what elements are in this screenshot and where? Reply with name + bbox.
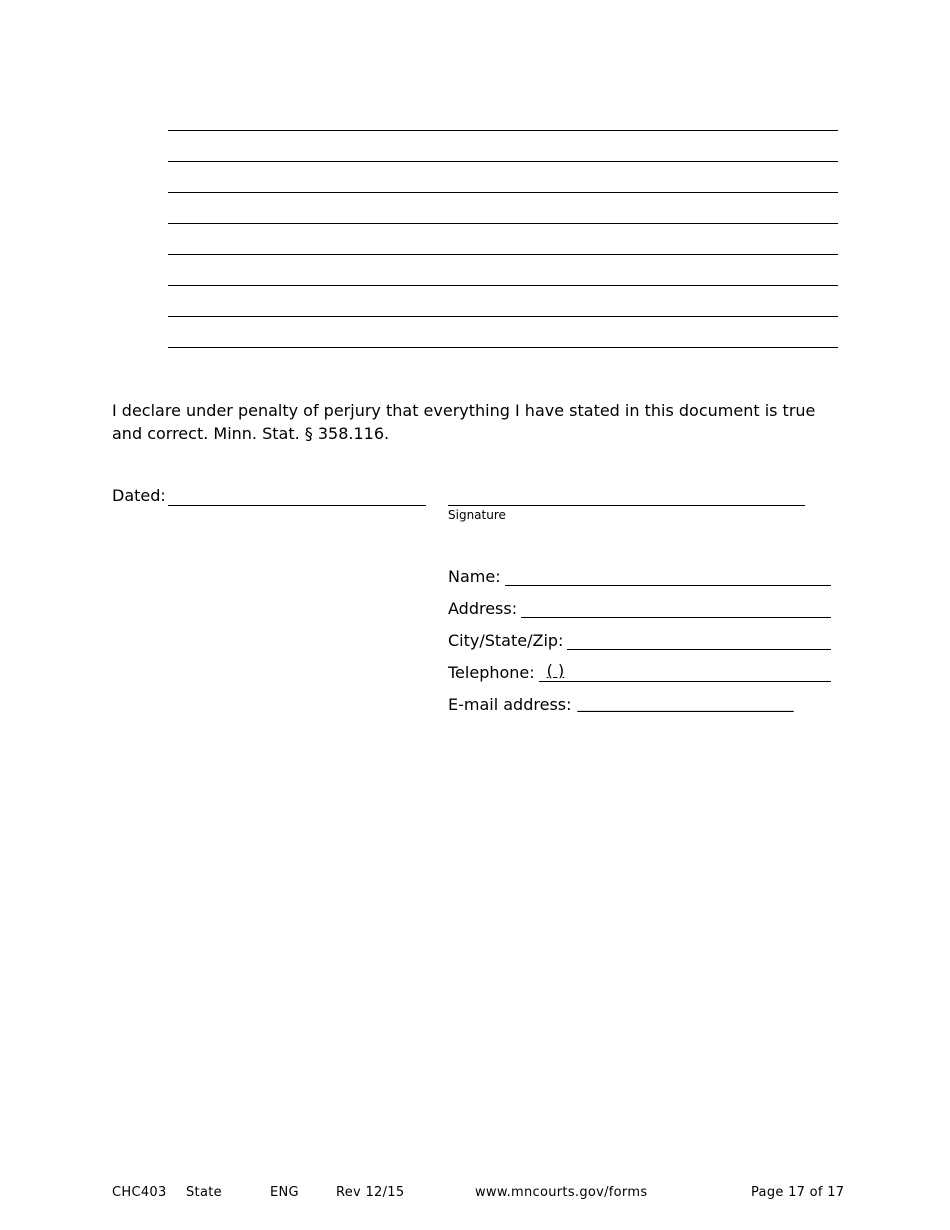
signature-field[interactable] bbox=[448, 505, 805, 506]
city-state-zip-field[interactable] bbox=[567, 630, 831, 650]
footer-page-number: Page 17 of 17 bbox=[751, 1185, 845, 1200]
perjury-declaration: I declare under penalty of perjury that everything I have stated in this document is true and correct. Minn. Stat. § 358.116. bbox=[112, 401, 816, 443]
telephone-row bbox=[448, 658, 831, 682]
footer-form-code: CHC403 bbox=[112, 1185, 167, 1200]
address-field[interactable] bbox=[521, 598, 831, 618]
blank-line[interactable] bbox=[168, 161, 838, 192]
email-label: E-mail address: bbox=[448, 695, 572, 714]
blank-line[interactable] bbox=[168, 285, 838, 316]
telephone-field[interactable] bbox=[539, 662, 831, 682]
blank-line[interactable] bbox=[168, 347, 838, 348]
name-label: Name: bbox=[448, 567, 501, 586]
footer-revision: Rev 12/15 bbox=[336, 1185, 405, 1200]
blank-writing-lines bbox=[168, 130, 838, 348]
email-row bbox=[448, 690, 831, 714]
blank-line[interactable] bbox=[168, 130, 838, 161]
address-row bbox=[448, 594, 831, 618]
name-row bbox=[448, 562, 831, 586]
footer-language: ENG bbox=[270, 1185, 299, 1200]
blank-line[interactable] bbox=[168, 192, 838, 223]
blank-line[interactable] bbox=[168, 223, 838, 254]
city-state-zip-label: City/State/Zip: bbox=[448, 631, 564, 650]
footer-jurisdiction: State bbox=[186, 1185, 222, 1200]
city-state-zip-row bbox=[448, 626, 831, 650]
telephone-label: Telephone: bbox=[448, 663, 535, 682]
blank-line[interactable] bbox=[168, 254, 838, 285]
blank-line[interactable] bbox=[168, 316, 838, 347]
area-code-parens: ( ) bbox=[546, 661, 565, 680]
footer-website[interactable]: www.mncourts.gov/forms bbox=[475, 1185, 648, 1200]
signature-caption: Signature bbox=[448, 508, 506, 522]
dated-label: Dated: bbox=[112, 486, 166, 505]
dated-field[interactable] bbox=[168, 505, 426, 506]
address-label: Address: bbox=[448, 599, 518, 618]
email-field[interactable]: ___________________________ bbox=[577, 694, 794, 712]
name-field[interactable] bbox=[505, 566, 831, 586]
